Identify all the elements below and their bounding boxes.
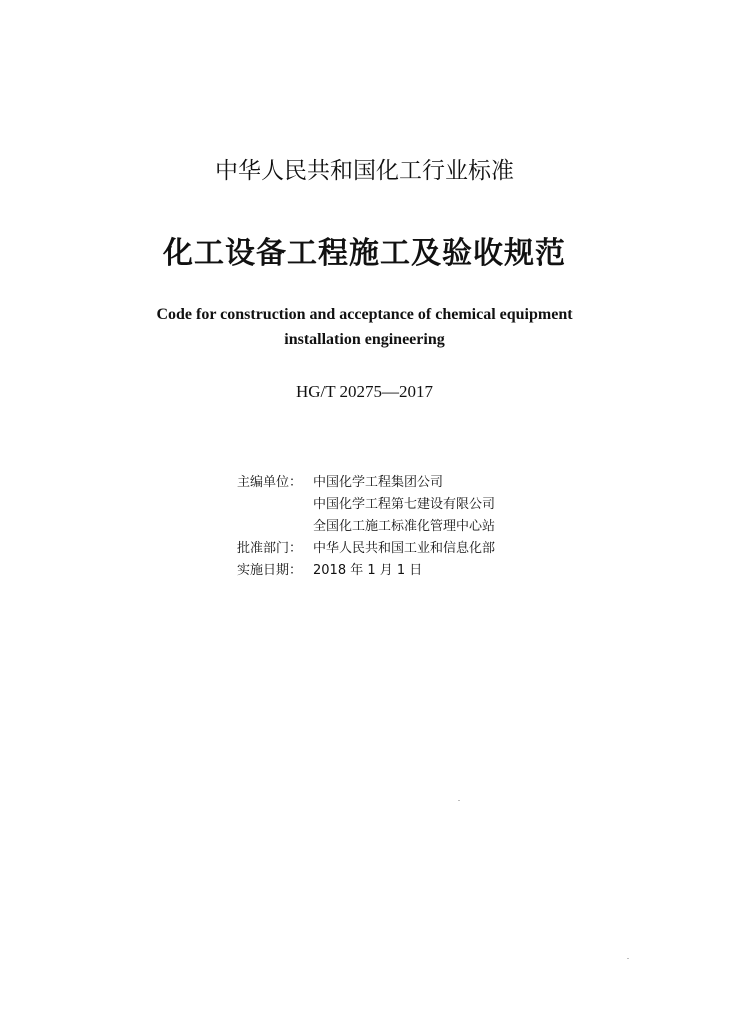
approver-row xyxy=(237,538,495,560)
date-value: 2018 年 1 月 1 日 xyxy=(313,563,423,578)
editor-item: 中国化学工程集团公司 xyxy=(313,475,444,490)
approver-value: 中华人民共和国工业和信息化部 xyxy=(313,541,496,556)
english-title xyxy=(0,302,729,352)
editor-list xyxy=(313,472,495,538)
scan-speck xyxy=(458,800,460,801)
editor-label: 主编单位： xyxy=(237,475,303,490)
date-row xyxy=(237,560,495,582)
editor-row xyxy=(237,472,495,538)
editor-item: 全国化工施工标准化管理中心站 xyxy=(313,519,496,534)
date-label: 实施日期： xyxy=(237,563,303,578)
english-title-line-1: Code for construction and acceptance of chemical equipment xyxy=(156,306,573,323)
standard-code: HG/T 20275—2017 xyxy=(295,382,434,401)
industry-standard-heading: 中华人民共和国化工行业标准 xyxy=(215,158,514,184)
approver-label: 批准部门： xyxy=(237,541,303,556)
scan-speck xyxy=(627,958,629,959)
english-title-line-2: installation engineering xyxy=(284,331,445,348)
chinese-title: 化工设备工程施工及验收规范 xyxy=(163,236,566,271)
publication-info xyxy=(237,472,495,582)
editor-item: 中国化学工程第七建设有限公司 xyxy=(313,497,496,512)
